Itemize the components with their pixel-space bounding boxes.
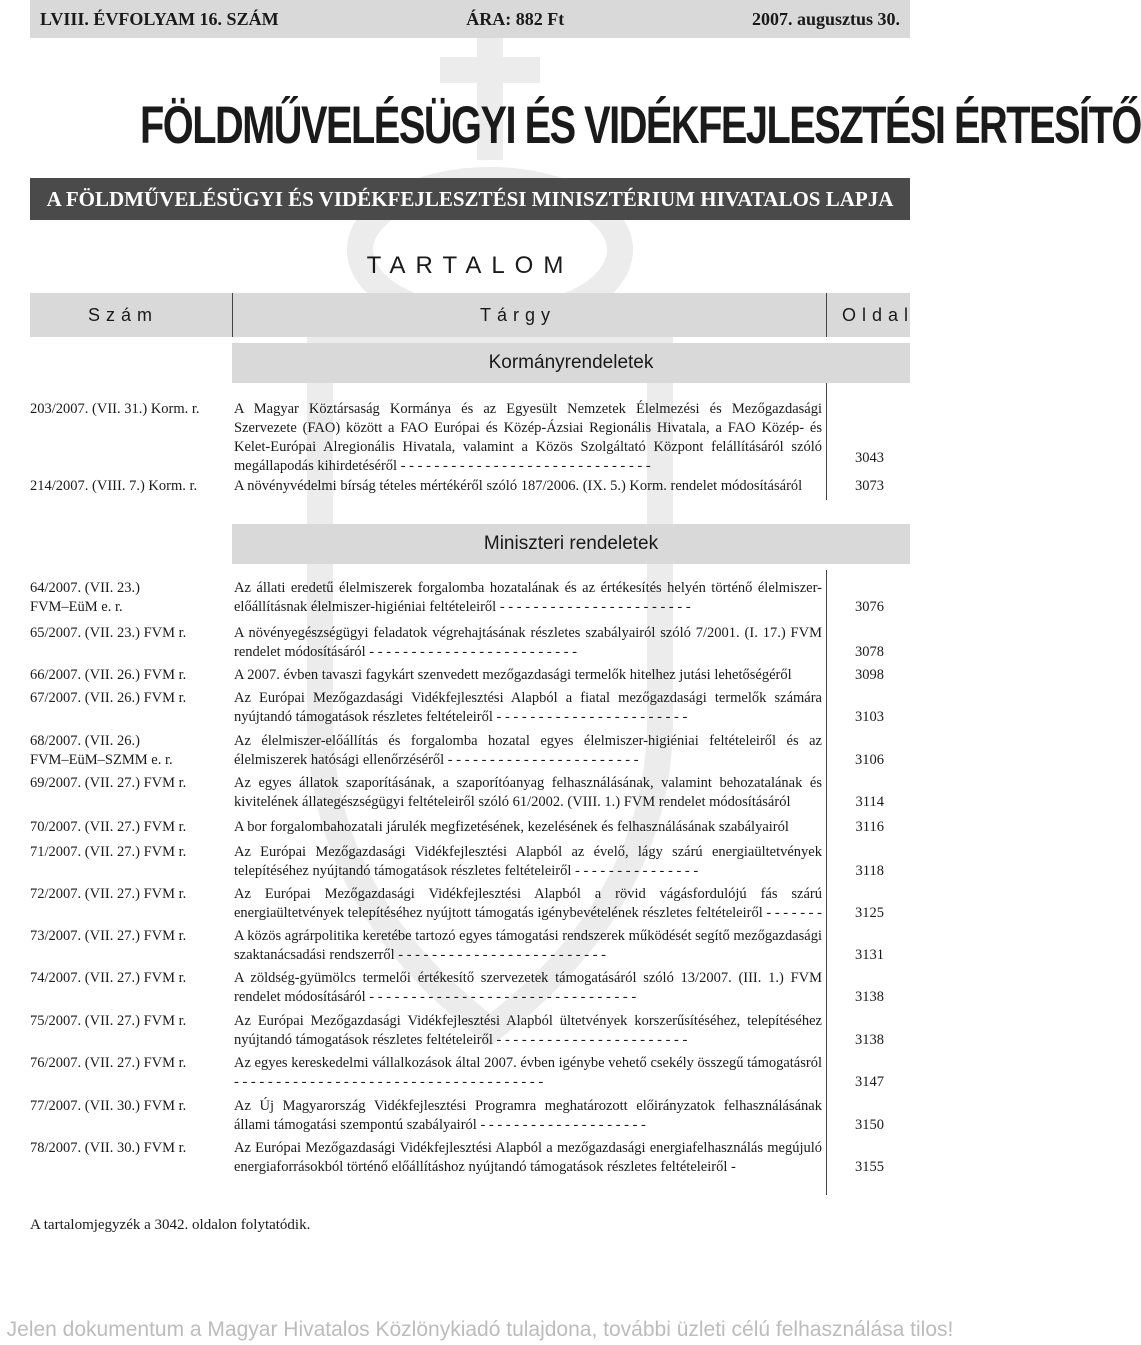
column-divider-page-1: [826, 383, 827, 500]
page-number: 3150: [855, 1117, 884, 1133]
page-number: 3138: [855, 989, 884, 1005]
page-number: 3043: [855, 450, 884, 466]
section-title-government-decrees: Kormányrendeletek: [232, 343, 910, 383]
decree-number: 75/2007. (VII. 27.) FVM r.: [30, 1013, 187, 1029]
decree-number: 76/2007. (VII. 27.) FVM r.: [30, 1055, 187, 1071]
column-subject-label: Tárgy: [480, 305, 557, 325]
decree-subject: Az Új Magyarország Vidékfejlesztési Programra meghatározott előirányzatok felhasználásának állami támogatási szempontú szabályairól - - - - - - - - - - - - - - - - - - - -: [234, 1098, 822, 1133]
page-number: 3118: [855, 863, 884, 879]
decree-number: 71/2007. (VII. 27.) FVM r.: [30, 844, 187, 860]
decree-number: 214/2007. (VIII. 7.) Korm. r.: [30, 478, 198, 494]
decree-subject: Az Európai Mezőgazdasági Vidékfejlesztési Alapból a mezőgazdasági energiafelhasználás megújuló energiaforrásokból történő előállításhoz nyújtandó támogatások részletes feltételeiről -: [234, 1140, 822, 1175]
page-number: 3131: [855, 947, 884, 963]
issue-info-bar: [30, 0, 910, 38]
decree-subject: Az egyes állatok szaporításának, a szaporítóanyag felhasználásának, valamint behozatalának és kivitelének állategészségügyi feltételeiről szóló 61/2002. (VIII. 1.) FVM rendelet módosításáról: [234, 775, 822, 810]
decree-number: 67/2007. (VII. 26.) FVM r.: [30, 690, 187, 706]
decree-subject: Az élelmiszer-előállítás és forgalomba hozatal egyes élelmiszer-higiéniai feltételeiről és az élelmiszerek hatósági ellenőrzéséről - - - - - - - - - - - - - - - - - - - - - - -: [234, 733, 822, 768]
decree-subject: A 2007. évben tavaszi fagykárt szenvedett mezőgazdasági termelők hitelhez jutási lehetőségéről: [234, 667, 792, 683]
page-number: 3138: [855, 1032, 884, 1048]
decree-subject: A Magyar Köztársaság Kormánya és az Egyesült Nemzetek Élelmezési és Mezőgazdasági Szervezete (FAO) között a FAO Európai és Közép-Ázsiai Regionális Hivatala, a FAO Közép- és Kelet-Európai Alregionális Hivatala, valamint a Közös Szolgáltató Központ felállításáról szóló megállapodás kihirdetéséről - - - - - - - - - - - - - - - - - - - - - - - - - - - - - -: [234, 401, 822, 474]
header-divider-left: [232, 293, 233, 337]
decree-number: 70/2007. (VII. 27.) FVM r.: [30, 819, 187, 835]
page-number: 3114: [855, 794, 884, 810]
decree-subject: Az Európai Mezőgazdasági Vidékfejlesztési Alapból a rövid vágásfordulójú fás szárú energiaültetvények telepítéséhez nyújtott támogatás igénybevételének részletes feltételeiről - - - - - - -: [234, 886, 822, 921]
decree-subject: Az Európai Mezőgazdasági Vidékfejlesztési Alapból ültetvények korszerűsítéséhez, telepítéséhez nyújtandó támogatások részletes feltételeiről - - - - - - - - - - - - - - - - - - - - - - -: [234, 1013, 822, 1048]
ownership-notice: Jelen dokumentum a Magyar Hivatalos Közlönykiadó tulajdona, további üzleti célú felhasználása tilos!: [6, 1318, 954, 1341]
column-divider-page-2: [826, 570, 827, 1195]
continuation-note: A tartalomjegyzék a 3042. oldalon folytatódik.: [30, 1217, 311, 1233]
column-number-label: Szám: [88, 305, 159, 325]
decree-number: 78/2007. (VII. 30.) FVM r.: [30, 1140, 187, 1156]
header-divider-right: [826, 293, 827, 337]
decree-subject: A közös agrárpolitika keretébe tartozó egyes támogatási rendszerek működését segítő mezőgazdasági szaktanácsadási rendszerről - - - - - - - - - - - - - - - - - - - - - - - - -: [234, 928, 822, 963]
masthead: [30, 78, 1141, 173]
page-number: 3076: [855, 599, 884, 615]
decree-subject: A zöldség-gyümölcs termelői értékesítő szervezetek támogatásáról szóló 13/2007. (III. 1.) FVM rendelet módosításáról - - - - - - - - - - - - - - - - - - - - - - - - - - - - - - - -: [234, 970, 822, 1005]
decree-subject: Az egyes kereskedelmi vállalkozások által 2007. évben igénybe vehető csekély összegű támogatásról - - - - - - - - - - - - - - - - - - - - - - - - - - - - - - - - - - - - -: [234, 1055, 822, 1090]
page-number: 3155: [855, 1159, 884, 1175]
column-page-label: Oldal: [842, 305, 915, 325]
decree-number: 68/2007. (VII. 26.) FVM–EüM–SZMM e. r.: [30, 733, 173, 768]
decree-number: 203/2007. (VII. 31.) Korm. r.: [30, 401, 200, 417]
issue-date: 2007. augusztus 30.: [751, 8, 900, 29]
decree-number: 66/2007. (VII. 26.) FVM r.: [30, 667, 187, 683]
publication-subtitle: A FÖLDMŰVELÉSÜGYI ÉS VIDÉKFEJLESZTÉSI MINISZTÉRIUM HIVATALOS LAPJA: [30, 178, 910, 220]
page-number: 3103: [855, 709, 884, 725]
decree-number: 65/2007. (VII. 23.) FVM r.: [30, 625, 187, 641]
page-number: 3073: [855, 478, 884, 494]
decree-subject: A bor forgalombahozatali járulék megfizetésének, kezelésének és felhasználásának szabályairól: [234, 819, 789, 835]
section-title-ministerial-decrees: Miniszteri rendeletek: [232, 524, 910, 564]
decree-number: 69/2007. (VII. 27.) FVM r.: [30, 775, 187, 791]
page-number: 3098: [855, 667, 884, 683]
issue-price: ÁRA: 882 Ft: [466, 8, 565, 29]
decree-subject: Az Európai Mezőgazdasági Vidékfejlesztési Alapból az évelő, lágy szárú energiaültetvények telepítéséhez nyújtandó támogatások részletes feltételeiről - - - - - - - - - - - - - - -: [234, 844, 822, 879]
decree-subject: Az állati eredetű élelmiszerek forgalomba hozatalának és az értékesítés helyén történő élelmiszer-előállításnak élelmiszer-higiéniai feltételeiről - - - - - - - - - - - - - - - - - - - - - - -: [234, 580, 822, 615]
page-number: 3125: [855, 905, 884, 921]
decree-subject: A növényvédelmi bírság tételes mértékéről szóló 187/2006. (IX. 5.) Korm. rendelet módosításáról: [234, 478, 803, 494]
decree-number: 73/2007. (VII. 27.) FVM r.: [30, 928, 187, 944]
decree-subject: Az Európai Mezőgazdasági Vidékfejlesztési Alapból a fiatal mezőgazdasági termelők számára nyújtandó támogatások részletes feltételeiről - - - - - - - - - - - - - - - - - - - - - - -: [234, 690, 822, 725]
decree-number: 77/2007. (VII. 30.) FVM r.: [30, 1098, 187, 1114]
page-number: 3106: [855, 752, 884, 768]
page-number: 3116: [855, 819, 884, 835]
contents-heading: TARTALOM: [366, 252, 574, 279]
decree-subject: A növényegészségügyi feladatok végrehajtásának részletes szabályairól szóló 7/2001. (I. 17.) FVM rendelet módosításáról - - - - - - - - - - - - - - - - - - - - - - - - -: [234, 625, 822, 660]
page-number: 3078: [855, 644, 884, 660]
volume-number: LVIII. ÉVFOLYAM 16. SZÁM: [40, 8, 279, 29]
page-number: 3147: [855, 1074, 884, 1090]
decree-number: 72/2007. (VII. 27.) FVM r.: [30, 886, 187, 902]
contents-column-header: [30, 293, 915, 337]
decree-number: 74/2007. (VII. 27.) FVM r.: [30, 970, 187, 986]
publication-title: FÖLDMŰVELÉSÜGYI ÉS VIDÉKFEJLESZTÉSI ÉRTESÍTŐ: [140, 96, 1141, 155]
decree-number: 64/2007. (VII. 23.) FVM–EüM e. r.: [30, 580, 140, 615]
